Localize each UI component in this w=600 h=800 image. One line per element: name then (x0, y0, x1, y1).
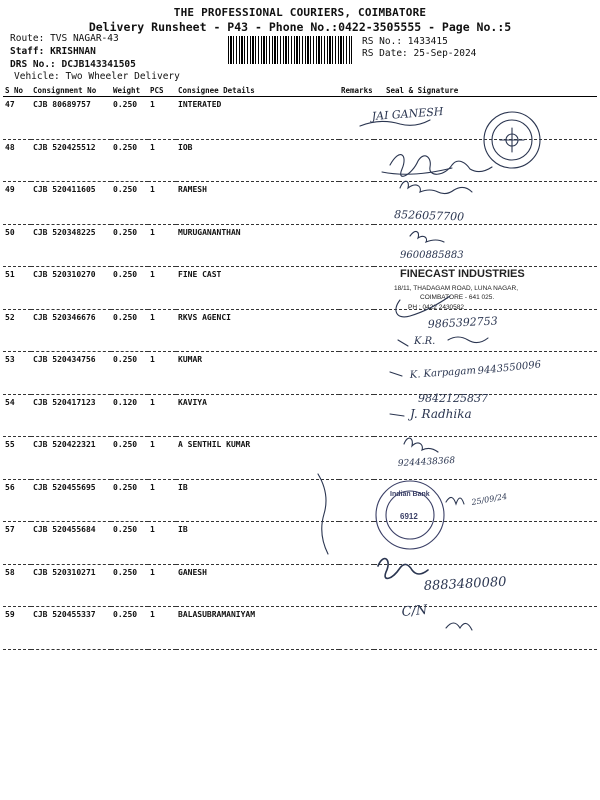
weight: 0.250 (111, 564, 148, 607)
stamp-addr1-r51: 18/11, THADAGAM ROAD, LUNA NAGAR, (394, 285, 519, 292)
staff-line (10, 46, 96, 57)
pcs: 1 (148, 437, 176, 480)
phone-r53: 9443550096 (477, 359, 542, 377)
col-consignment: Consignment No (31, 84, 111, 97)
weight: 0.250 (111, 267, 148, 310)
weight: 0.250 (111, 522, 148, 565)
sno: 53 (3, 352, 31, 395)
sno: 58 (3, 564, 31, 607)
consignment-table (3, 84, 597, 650)
pcs: 1 (148, 139, 176, 182)
weight: 0.250 (111, 224, 148, 267)
col-remarks: Remarks (341, 85, 373, 95)
consignee: FINE CAST (176, 267, 339, 310)
consignment-no: CJB 520425512 (31, 139, 111, 182)
consignment-no: CJB 520422321 (31, 437, 111, 480)
pcs: 1 (148, 224, 176, 267)
drs-label: DRS No.: (10, 59, 56, 70)
signature-r47: JAI GANESH (371, 105, 444, 123)
pcs: 1 (148, 97, 176, 140)
consignment-no: CJB 520310271 (31, 564, 111, 607)
consignee: IB (176, 522, 339, 565)
consignment-no: CJB 520455684 (31, 522, 111, 565)
weight: 0.120 (111, 394, 148, 437)
remarks (339, 139, 374, 182)
remarks (339, 479, 374, 522)
table-row (3, 564, 597, 607)
rs-date: RS Date: 25-Sep-2024 (362, 48, 477, 59)
table-row (3, 394, 597, 437)
seal-signature (374, 564, 597, 607)
sno: 57 (3, 522, 31, 565)
phone-r49: 8526057700 (393, 208, 465, 224)
consignee: IOB (176, 139, 339, 182)
phone-r52: 9865392753 (427, 314, 499, 331)
sno: 52 (3, 309, 31, 352)
remarks (339, 309, 374, 352)
col-consignee: Consignee Details (176, 84, 339, 97)
name-r52: K.R. (414, 336, 436, 347)
remarks (339, 607, 374, 650)
consignee: KAVIYA (176, 394, 339, 437)
col-weight: Weight (111, 84, 148, 97)
weight: 0.250 (111, 182, 148, 225)
seal-signature (374, 182, 597, 225)
table-row (3, 522, 597, 565)
sno: 54 (3, 394, 31, 437)
date-r56: 25/09/24 (470, 491, 508, 507)
sno: 55 (3, 437, 31, 480)
table-row (3, 267, 597, 310)
weight: 0.250 (111, 309, 148, 352)
pcs: 1 (148, 352, 176, 395)
remarks (339, 182, 374, 225)
seal-signature (374, 437, 597, 480)
seal-signature (374, 394, 597, 437)
table-header-row (3, 84, 597, 97)
consignment-no: CJB 80689757 (31, 97, 111, 140)
consignee: A SENTHIL KUMAR (176, 437, 339, 480)
stamp-company-r51: FINECAST INDUSTRIES (400, 268, 525, 280)
remarks (339, 394, 374, 437)
remarks (339, 267, 374, 310)
pcs: 1 (148, 394, 176, 437)
sno: 50 (3, 224, 31, 267)
staff-label: Staff: (10, 46, 45, 57)
weight: 0.250 (111, 139, 148, 182)
table-row (3, 309, 597, 352)
pcs: 1 (148, 479, 176, 522)
remarks (339, 352, 374, 395)
weight: 0.250 (111, 607, 148, 650)
phone-r54: 9842125837 (418, 392, 488, 405)
pcs: 1 (148, 522, 176, 565)
sno: 47 (3, 97, 31, 140)
sno: 49 (3, 182, 31, 225)
consignee: INTERATED (176, 97, 339, 140)
seal-signature (374, 607, 597, 650)
consignee: BALASUBRAMANIYAM (176, 607, 339, 650)
staff-value: KRISHNAN (50, 46, 96, 57)
stamp-addr2-r51: COIMBATORE - 641 025. (420, 294, 495, 301)
drs-line (10, 59, 136, 70)
consignment-no: CJB 520310270 (31, 267, 111, 310)
consignee: IB (176, 479, 339, 522)
weight: 0.250 (111, 352, 148, 395)
name-r53: K. Karpagam (409, 365, 477, 381)
table-row (3, 224, 597, 267)
remarks (339, 522, 374, 565)
consignee: KUMAR (176, 352, 339, 395)
consignment-no: CJB 520434756 (31, 352, 111, 395)
table-row (3, 607, 597, 650)
seal-signature (374, 224, 597, 267)
consignee: RAMESH (176, 182, 339, 225)
runsheet-title: Delivery Runsheet - P43 - Phone No.:0422-3505555 - Page No.:5 (88, 20, 512, 34)
consignment-no: CJB 520417123 (31, 394, 111, 437)
name-r54: J. Radhika (410, 407, 472, 421)
consignment-no: CJB 520411605 (31, 182, 111, 225)
col-seal: Seal & Signature (374, 84, 597, 97)
seal-signature (374, 267, 597, 310)
col-sno: S No (3, 84, 31, 97)
table-row (3, 437, 597, 480)
sno: 59 (3, 607, 31, 650)
seal-signature (374, 309, 597, 352)
pcs: 1 (148, 182, 176, 225)
consignment-no: CJB 520348225 (31, 224, 111, 267)
table-row (3, 352, 597, 395)
table-row (3, 182, 597, 225)
pcs: 1 (148, 564, 176, 607)
remarks (339, 224, 374, 267)
remarks (339, 437, 374, 480)
phone-r55: 9244438368 (397, 456, 456, 469)
consignee: RKVS AGENCI (176, 309, 339, 352)
consignment-no: CJB 520455695 (31, 479, 111, 522)
sno: 56 (3, 479, 31, 522)
consignee: GANESH (176, 564, 339, 607)
table-row (3, 97, 597, 140)
mark-r59: C/N (401, 602, 428, 620)
route-line (10, 33, 119, 44)
remarks (339, 97, 374, 140)
col-pcs: PCS (148, 84, 176, 97)
consignment-no: CJB 520346676 (31, 309, 111, 352)
sno: 48 (3, 139, 31, 182)
seal-signature (374, 522, 597, 565)
phone-r58: 8883480080 (423, 574, 507, 594)
vehicle-line: Vehicle: Two Wheeler Delivery (14, 71, 180, 82)
seal-signature (374, 479, 597, 522)
seal-title: Indian Bank (390, 491, 430, 498)
route-value: TVS NAGAR-43 (50, 33, 119, 44)
seal-code: 6912 (400, 512, 418, 521)
route-label: Route: (10, 33, 45, 44)
pcs: 1 (148, 607, 176, 650)
weight: 0.250 (111, 437, 148, 480)
consignee: MURUGANANTHAN (176, 224, 339, 267)
seal-signature (374, 139, 597, 182)
table-row (3, 139, 597, 182)
barcode (228, 36, 352, 64)
pcs: 1 (148, 309, 176, 352)
seal-signature (374, 352, 597, 395)
phone-r50: 9600885883 (400, 250, 464, 261)
rs-number: RS No.: 1433415 (362, 36, 448, 47)
stamp-ph-r51: PH : 0422 2430582 (408, 304, 465, 311)
drs-value: DCJB143341505 (61, 59, 136, 70)
consignment-no: CJB 520455337 (31, 607, 111, 650)
pcs: 1 (148, 267, 176, 310)
remarks (339, 564, 374, 607)
seal-signature (374, 97, 597, 140)
table-row (3, 479, 597, 522)
weight: 0.250 (111, 97, 148, 140)
sno: 51 (3, 267, 31, 310)
weight: 0.250 (111, 479, 148, 522)
company-title: THE PROFESSIONAL COURIERS, COIMBATORE (173, 6, 427, 19)
